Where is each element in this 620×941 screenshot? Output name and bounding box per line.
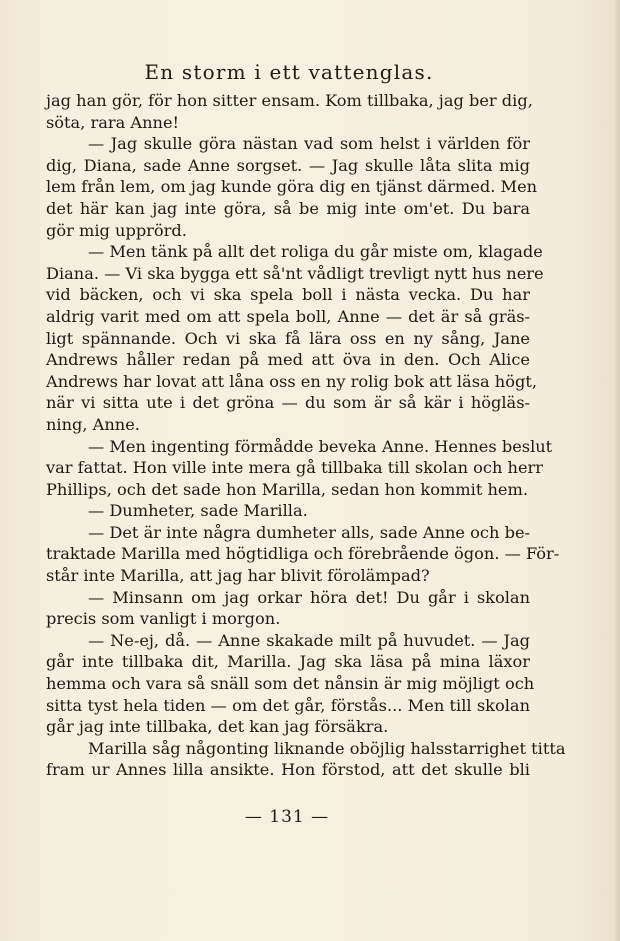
- text-line: Andrews håller redan på med att öva in den. Och Alice: [46, 350, 530, 370]
- text-line: Andrews har lovat att låna oss en ny rolig bok att läsa högt,: [46, 371, 537, 391]
- text-line: det här kan jag inte göra, så be mig inte om'et. Du bara: [46, 198, 530, 218]
- text-line: — Men tänk på allt det roliga du går miste om, klagade: [88, 242, 543, 262]
- text-line: Marilla såg någonting liknande oböjlig halsstarrighet titta: [88, 738, 566, 758]
- text-line: söta, rara Anne!: [46, 112, 180, 132]
- text-line: lem från lem, om jag kunde göra dig en tjänst därmed. Men: [46, 177, 538, 197]
- text-line: Phillips, och det sade hon Marilla, sedan hon kommit hem.: [46, 479, 528, 499]
- text-line: går inte tillbaka dit, Marilla. Jag ska läsa på mina läxor: [46, 652, 530, 672]
- text-line: ning, Anne.: [46, 414, 140, 434]
- text-line: går jag inte tillbaka, det kan jag försäkra.: [46, 717, 389, 737]
- text-line: står inte Marilla, att jag har blivit förolämpad?: [46, 566, 430, 586]
- text-line: traktade Marilla med högtidliga och förebrående ögon. — För-: [46, 544, 560, 564]
- text-line: dig, Diana, sade Anne sorgset. — Jag skulle låta slita mig: [46, 155, 530, 175]
- page-edge-shadow: [614, 0, 620, 941]
- text-line: var fattat. Hon ville inte mera gå tillbaka till skolan och herr: [46, 458, 544, 478]
- text-line: — Minsann om jag orkar höra det! Du går i skolan: [88, 587, 530, 607]
- text-line: — Det är inte några dumheter alls, sade Anne och be-: [88, 522, 530, 542]
- text-line: — Jag skulle göra nästan vad som helst i världen för: [88, 134, 530, 154]
- text-line: fram ur Annes lilla ansikte. Hon förstod, att det skulle bli: [46, 760, 530, 780]
- text-line: hemma och vara så snäll som det nånsin är mig möjligt och: [46, 674, 535, 694]
- text-line: aldrig varit med om att spela boll, Anne — det är så gräs-: [46, 306, 530, 326]
- text-line: — Ne-ej, då. — Anne skakade milt på huvudet. — Jag: [88, 630, 530, 650]
- text-line: — Men ingenting förmådde beveka Anne. Hennes beslut: [88, 436, 553, 456]
- text-line: — Dumheter, sade Marilla.: [88, 501, 308, 521]
- text-line: när vi sitta ute i det gröna — du som är så kär i högläs-: [46, 393, 530, 413]
- text-line: ligt spännande. Och vi ska få lära oss en ny sång, Jane: [46, 328, 530, 348]
- text-line: vid bäcken, och vi ska spela boll i nästa vecka. Du har: [46, 285, 530, 305]
- text-line: sitta tyst hela tiden — om det går, förstås... Men till skolan: [46, 695, 530, 715]
- page-number: — 131 —: [244, 807, 330, 827]
- text-line: jag han gör, för hon sitter ensam. Kom tillbaka, jag ber dig,: [46, 91, 533, 110]
- body-text: [46, 90, 566, 781]
- text-line: precis som vanligt i morgon.: [46, 609, 281, 629]
- text-line: Diana. — Vi ska bygga ett så'nt vådligt trevligt nytt hus nere: [46, 263, 544, 283]
- running-title: En storm i ett vattenglas.: [144, 60, 434, 84]
- text-line: gör mig upprörd.: [46, 220, 187, 240]
